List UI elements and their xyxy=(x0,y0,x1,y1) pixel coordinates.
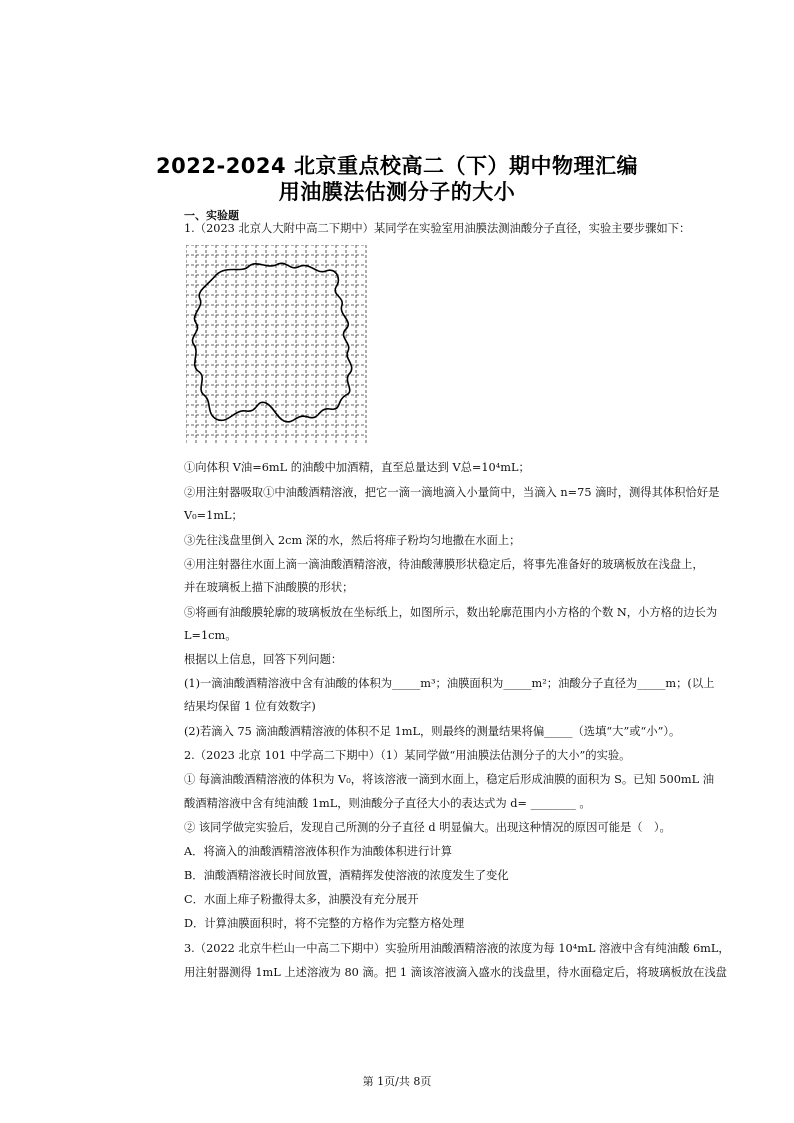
q1-step-4: ④用注射器往水面上滴一滴油酸酒精溶液，待油酸薄膜形状稳定后，将事先准备好的玻璃板放在浅盘上， xyxy=(184,558,704,571)
q1-step-1: ①向体积 V油=6mL 的油酸中加酒精，直至总量达到 V总=10⁴mL； xyxy=(184,461,530,474)
oil-film-grid-figure xyxy=(186,245,370,445)
section-heading: 一、实验题 xyxy=(184,209,239,222)
q1-part-2: (2)若滴入 75 滴油酸酒精溶液的体积不足 1mL，则最终的测量结果将偏_____（选填“大”或“小”）。 xyxy=(184,725,681,738)
q2-header: 2.（2023 北京 101 中学高二下期中）（1）某同学做“用油膜法估测分子的大小”的实验。 xyxy=(184,749,631,762)
q2-line-1: ① 每滴油酸酒精溶液的体积为 V₀，将该溶液一滴到水面上，稳定后形成油膜的面积为 S。已知 500mL 油 xyxy=(184,773,715,786)
q1-step-5-cont: L=1cm。 xyxy=(184,629,237,642)
q1-part-1: (1)一滴油酸酒精溶液中含有油酸的体积为_____m³；油膜面积为_____m²；油酸分子直径为_____m；(以上 xyxy=(184,677,715,690)
q1-step-3: ③先往浅盘里倒入 2cm 深的水，然后将痱子粉均匀地撒在水面上； xyxy=(184,534,521,547)
q1-part-1-cont: 结果均保留 1 位有效数字) xyxy=(184,700,316,713)
q1-step-2: ②用注射器吸取①中油酸酒精溶液，把它一滴一滴地滴入小量筒中，当滴入 n=75 滴时，测得其体积恰好是 xyxy=(184,486,720,499)
q1-step-5: ⑤将画有油酸膜轮廓的玻璃板放在坐标纸上，如图所示，数出轮廓范围内小方格的个数 N，小方格的边长为 xyxy=(184,606,718,619)
page-title: 2022-2024 北京重点校高二（下）期中物理汇编 xyxy=(156,154,638,178)
q1-question-intro: 根据以上信息，回答下列问题： xyxy=(184,653,343,666)
q1-header: 1.（2023 北京人大附中高二下期中）某同学在实验室用油膜法测油酸分子直径，实验主要步骤如下： xyxy=(184,222,691,235)
q1-step-4-cont: 并在玻璃板上描下油酸膜的形状； xyxy=(184,581,354,594)
q1-step-2-cont: V₀=1mL； xyxy=(184,509,243,522)
q2-line-2: ② 该同学做完实验后，发现自己所测的分子直径 d 明显偏大。出现这种情况的原因可能是（ ）。 xyxy=(184,821,671,834)
page-footer: 第 1页/共 8页 xyxy=(362,1075,432,1088)
q3-line-1: 3.（2022 北京牛栏山一中高二下期中）实验所用油酸酒精溶液的浓度为每 10⁴mL 溶液中含有纯油酸 6mL， xyxy=(184,942,730,955)
q2-option-c: C．水面上痱子粉撒得太多，油膜没有充分展开 xyxy=(184,893,419,906)
page-subtitle: 用油膜法估测分子的大小 xyxy=(278,180,516,204)
q2-option-a: A．将滴入的油酸酒精溶液体积作为油酸体积进行计算 xyxy=(184,845,452,858)
q2-line-1-cont: 酸酒精溶液中含有纯油酸 1mL，则油酸分子直径大小的表达式为 d= ________ 。 xyxy=(184,797,591,810)
q2-option-d: D．计算油膜面积时，将不完整的方格作为完整方格处理 xyxy=(184,917,465,930)
q2-option-b: B．油酸酒精溶液长时间放置，酒精挥发使溶液的浓度发生了变化 xyxy=(184,869,509,882)
q3-line-2: 用注射器测得 1mL 上述溶液为 80 滴。把 1 滴该溶液滴入盛水的浅盘里，待水面稳定后，将玻璃板放在浅盘 xyxy=(184,966,727,979)
